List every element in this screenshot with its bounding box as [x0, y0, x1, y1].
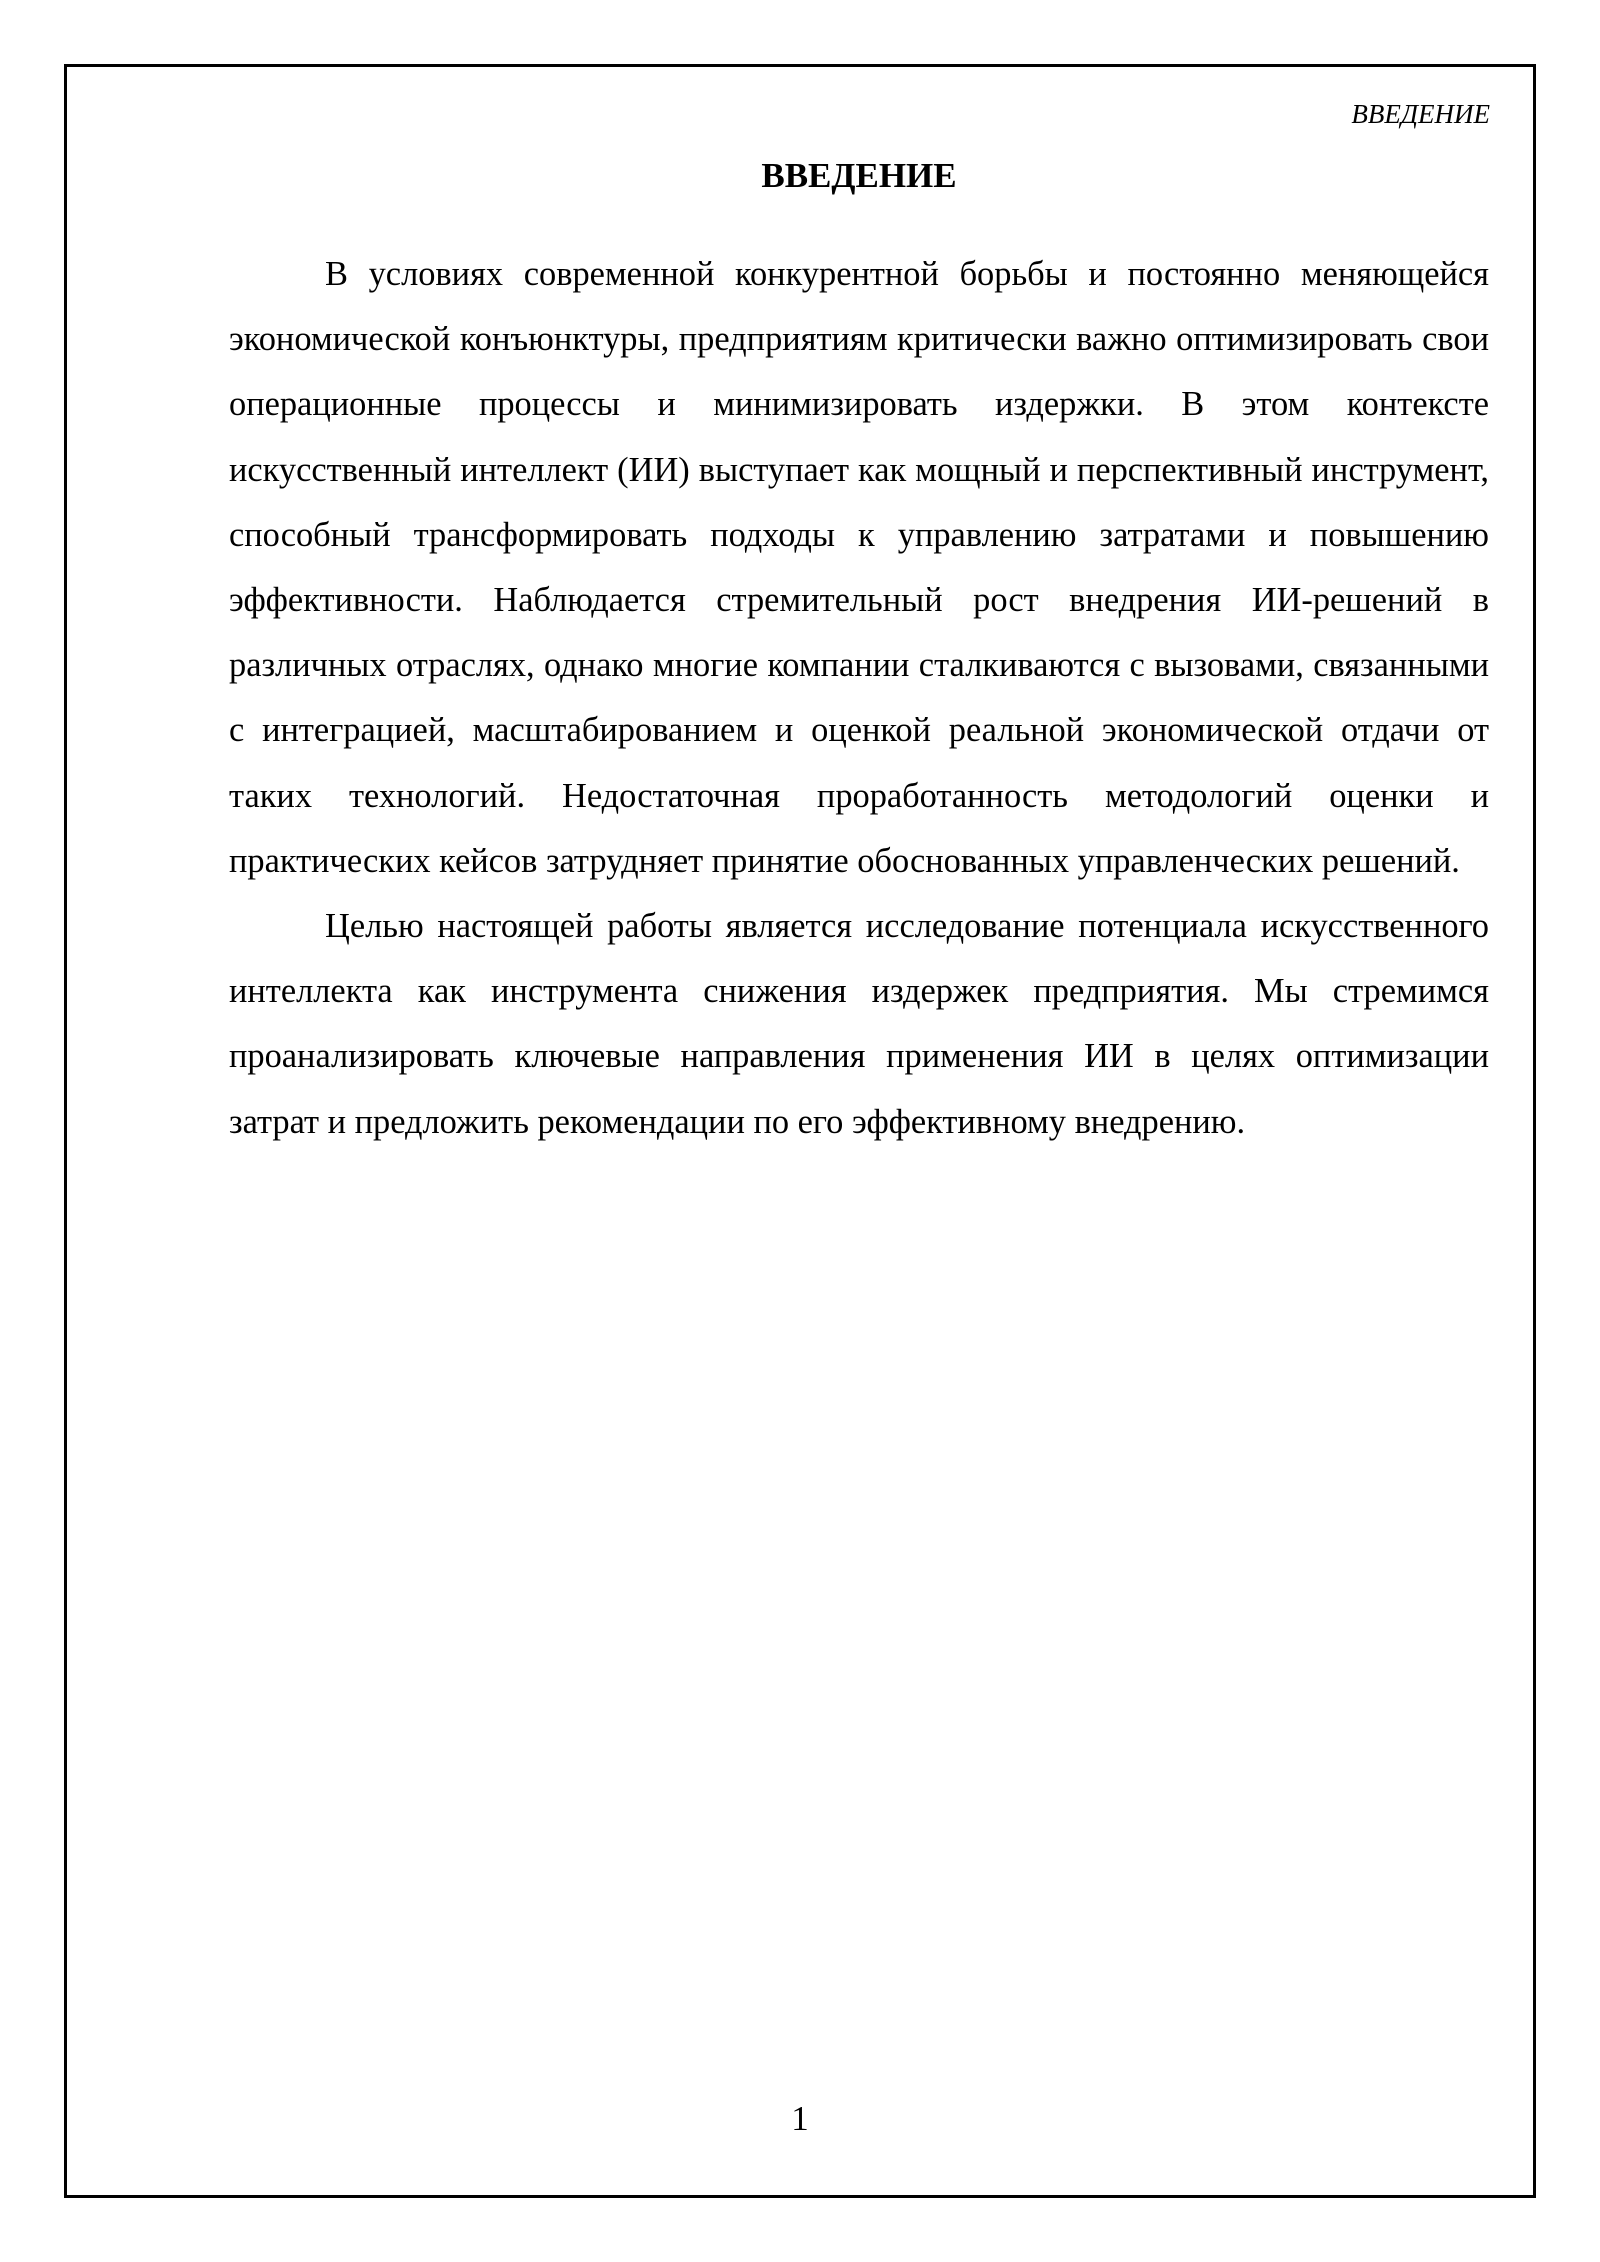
paragraph-1: В условиях современной конкурентной борьбы и постоянно меняющейся экономической конъюнктуры, предприятиям критически важно оптимизировать свои операционные процессы и минимизировать издержки. В этом контексте искусственный интеллект (ИИ) выступает как мощный и перспективный инструмент, способный трансформировать подходы к управлению затратами и повышению эффективности. Наблюдается стремительный рост внедрения ИИ-решений в различных отраслях, однако многие компании сталкиваются с вызовами, связанными с интеграцией, масштабированием и оценкой реальной экономической отдачи от таких технологий. Недостаточная проработанность методологий оценки и практических кейсов затрудняет принятие обоснованных управленческих решений. — [229, 255, 1489, 880]
page-title: ВВЕДЕНИЕ — [761, 156, 957, 195]
body-text — [229, 242, 1489, 1155]
page-number: 1 — [791, 2099, 809, 2138]
paragraph-2: Целью настоящей работы является исследование потенциала искусственного интеллекта как инструмента снижения издержек предприятия. Мы стремимся проанализировать ключевые направления применения ИИ в целях оптимизации затрат и предложить рекомендации по его эффективному внедрению. — [229, 907, 1489, 1141]
running-header: ВВЕДЕНИЕ — [1351, 99, 1490, 129]
